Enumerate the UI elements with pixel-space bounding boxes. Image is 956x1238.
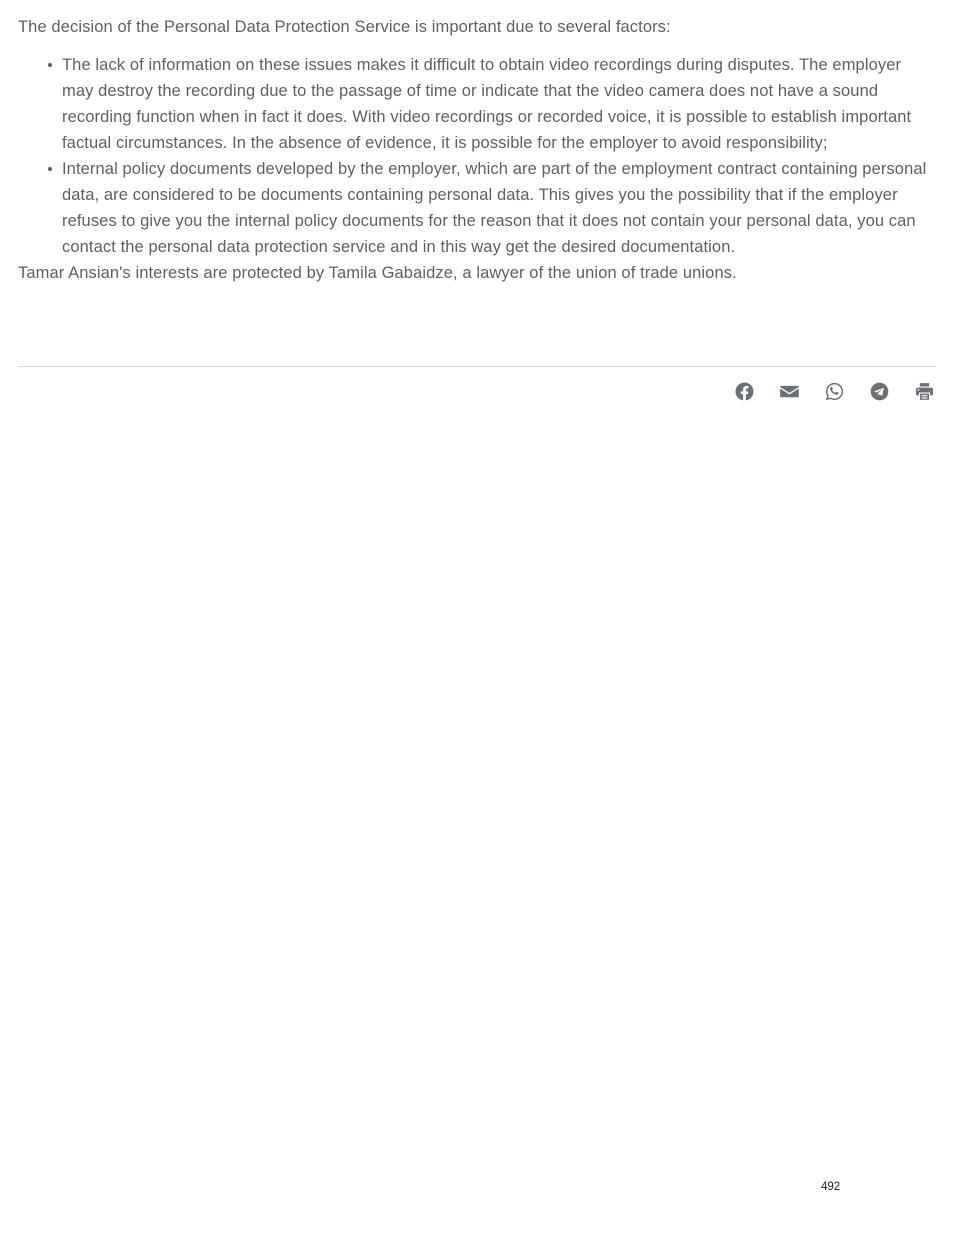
whatsapp-icon: [824, 381, 845, 402]
facebook-icon: [734, 381, 755, 402]
share-bar: [734, 381, 935, 402]
print-icon: [914, 381, 935, 402]
section-divider: [18, 366, 935, 367]
telegram-icon: [869, 381, 890, 402]
page-number: 492: [821, 1181, 841, 1193]
list-item: The lack of information on these issues makes it difficult to obtain video recordings during disputes. The employer may destroy the recording due to the passage of time or indicate that the video camera does not have a sound recording function when in fact it does. With video recordings or recorded voice, it is possible to establish important factual circumstances. In the absence of evidence, it is possible for the employer to avoid responsibility;: [18, 52, 932, 156]
share-button-telegram[interactable]: [869, 381, 890, 402]
share-button-print[interactable]: [914, 381, 935, 402]
list-item: Internal policy documents developed by the employer, which are part of the employment contract containing personal data, are considered to be documents containing personal data. This gives you the possibility that if the employer refuses to give you the internal policy documents for the reason that it does not contain your personal data, you can contact the personal data protection service and in this way get the desired documentation.: [18, 156, 932, 260]
share-button-whatsapp[interactable]: [824, 381, 845, 402]
email-icon: [779, 381, 800, 402]
article-body: [18, 14, 932, 286]
factors-list: [18, 52, 932, 260]
share-button-facebook[interactable]: [734, 381, 755, 402]
lead-paragraph: The decision of the Personal Data Protection Service is important due to several factors:: [18, 18, 671, 36]
closing-paragraph: Tamar Ansian's interests are protected by Tamila Gabaidze, a lawyer of the union of trade unions.: [18, 264, 737, 282]
share-button-email[interactable]: [779, 381, 800, 402]
